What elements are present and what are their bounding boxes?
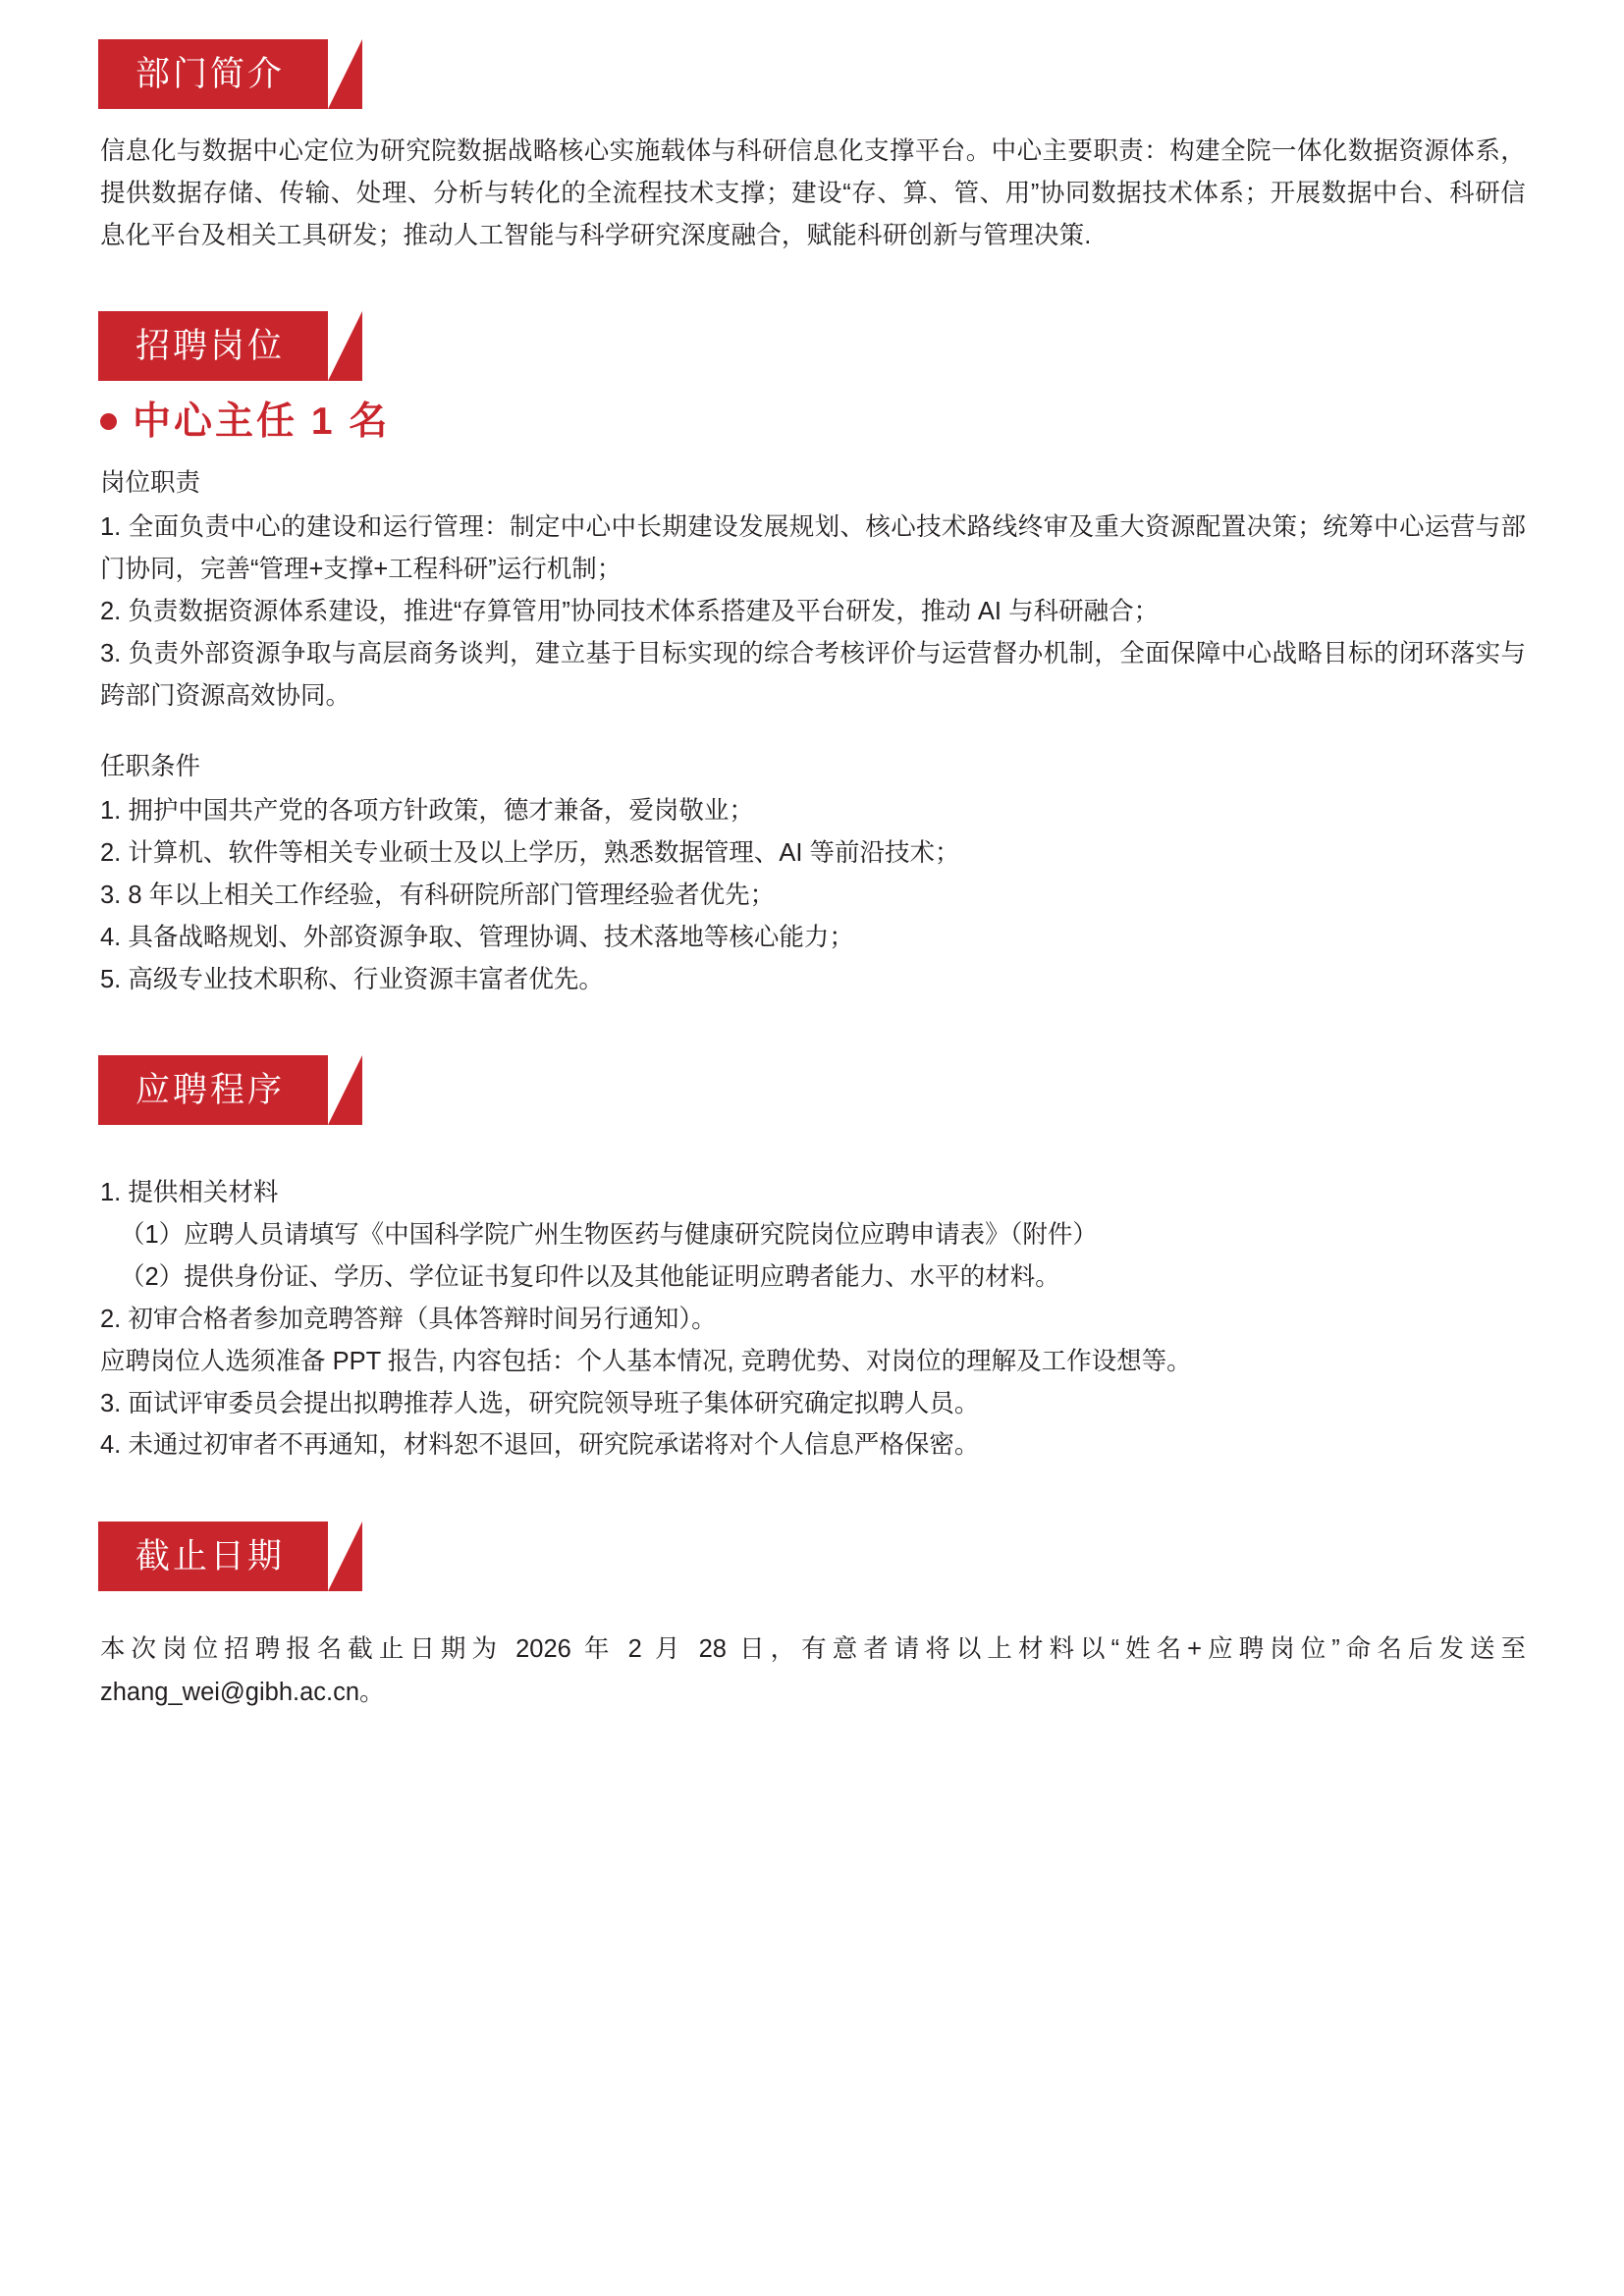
department-intro-text: 信息化与数据中心定位为研究院数据战略核心实施载体与科研信息化支撑平台。中心主要职责：构建全院一体化数据资源体系，提供数据存储、传输、处理、分析与转化的全流程技术支撑；建设“存、算、管、用”协同数据技术体系；开展数据中台、科研信息化平台及相关工具研发；推动人工智能与科学研究深度融合，赋能科研创新与管理决策.	[100, 137, 1526, 249]
duties-label: 岗位职责	[100, 469, 201, 498]
requirement-item: 1. 拥护中国共产党的各项方针政策，德才兼备，爱岗敬业；	[100, 797, 754, 826]
procedure-list	[98, 1172, 1526, 1467]
procedure-item: 1. 提供相关材料	[100, 1179, 279, 1207]
spacer	[98, 1010, 1526, 1055]
requirements-list	[98, 790, 1526, 1000]
job-title-row	[100, 400, 1526, 444]
spacer	[98, 1147, 1526, 1172]
section-heading-application-procedure: 应聘程序	[98, 1055, 328, 1125]
requirement-item: 4. 具备战略规划、外部资源争取、管理协调、技术落地等核心能力；	[100, 923, 854, 951]
deadline-text: 本次岗位招聘报名截止日期为 2026 年 2 月 28 日，有意者请将以上材料以“姓名+应聘岗位”命名后发送至 zhang_wei@gibh.ac.cn。	[100, 1635, 1526, 1707]
requirements-label: 任职条件	[100, 753, 201, 781]
requirement-item: 2. 计算机、软件等相关专业硕士及以上学历，熟悉数据管理、AI 等前沿技术；	[100, 839, 960, 868]
section-recruit-position	[98, 311, 1526, 1000]
duties-list	[98, 507, 1526, 717]
spacer	[98, 1476, 1526, 1522]
spacer	[98, 717, 1526, 746]
requirement-item: 3. 8 年以上相关工作经验，有科研院所部门管理经验者优先；	[100, 881, 776, 909]
section-application-procedure	[98, 1055, 1526, 1467]
section-heading-department-intro: 部门简介	[98, 39, 328, 109]
duty-item: 2. 负责数据资源体系建设，推进“存算管用”协同技术体系搭建及平台研发，推动 AI 与科研融合；	[100, 597, 1160, 625]
procedure-item: （2）提供身份证、学历、学位证书复印件以及其他能证明应聘者能力、水平的材料。	[120, 1263, 1060, 1292]
procedure-item: 3. 面试评审委员会提出拟聘推荐人选，研究院领导班子集体研究确定拟聘人员。	[100, 1389, 980, 1417]
procedure-item: 4. 未通过初审者不再通知，材料恕不退回，研究院承诺将对个人信息严格保密。	[100, 1431, 980, 1460]
section-heading-recruit-position: 招聘岗位	[98, 311, 328, 381]
bullet-dot-icon	[100, 413, 117, 430]
duty-item: 3. 负责外部资源争取与高层商务谈判，建立基于目标实现的综合考核评价与运营督办机制，全面保障中心战略目标的闭环落实与跨部门资源高效协同。	[100, 639, 1526, 710]
ribbon-heading-wrapper	[98, 311, 1526, 381]
section-deadline	[98, 1522, 1526, 1715]
section-heading-deadline: 截止日期	[98, 1522, 328, 1591]
procedure-item: （1）应聘人员请填写《中国科学院广州生物医药与健康研究院岗位应聘申请表》（附件）	[120, 1221, 1098, 1250]
ribbon-heading-wrapper	[98, 39, 1526, 109]
procedure-item: 应聘岗位人选须准备 PPT 报告, 内容包括：个人基本情况, 竞聘优势、对岗位的理解及工作设想等。	[100, 1347, 1192, 1375]
duty-item: 1. 全面负责中心的建设和运行管理：制定中心中长期建设发展规划、核心技术路线终审及重大资源配置决策；统筹中心运营与部门协同，完善“管理+支撑+工程科研”运行机制；	[100, 513, 1526, 584]
job-title-text: 中心主任 1 名	[133, 400, 391, 444]
requirement-item: 5. 高级专业技术职称、行业资源丰富者优先。	[100, 965, 604, 993]
ribbon-heading-wrapper	[98, 1522, 1526, 1591]
spacer	[98, 266, 1526, 311]
ribbon-heading-wrapper	[98, 1055, 1526, 1125]
section-department-intro	[98, 39, 1526, 256]
procedure-item: 2. 初审合格者参加竞聘答辩（具体答辩时间另行通知）。	[100, 1305, 717, 1333]
spacer	[98, 1613, 1526, 1629]
